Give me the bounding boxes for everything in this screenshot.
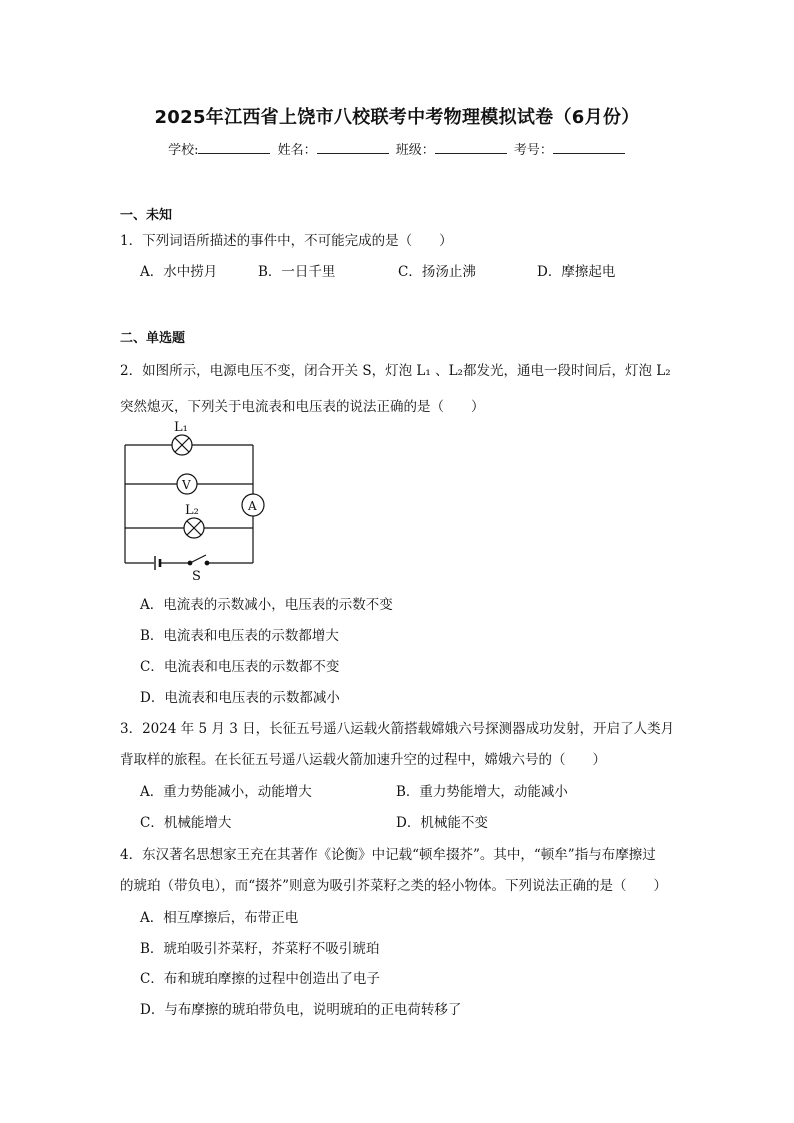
question-3-option-b: B．重力势能增大，动能减小 — [396, 784, 568, 800]
question-2-stem-line-2: 突然熄灭，下列关于电流表和电压表的说法正确的是（ ） — [120, 399, 485, 415]
question-1-option-c: C．扬汤止沸 — [398, 264, 476, 280]
section-heading-unknown: 一、未知 — [120, 208, 173, 223]
battery-icon — [155, 556, 160, 570]
lamp1-label: L₁ — [174, 420, 188, 435]
student-info-row — [0, 139, 794, 158]
question-3-stem-line-2: 背取样的旅程。在长征五号遥八运载火箭加速升空的过程中，嫦娥六号的（ ） — [120, 752, 606, 768]
section-heading-single-choice: 二、单选题 — [120, 331, 186, 346]
question-2-option-d: D．电流表和电压表的示数都减小 — [140, 690, 340, 706]
school-blank — [198, 141, 270, 154]
question-4-stem-line-2: 的琥珀（带负电），而“掇芥”则意为吸引芥菜籽之类的轻小物体。下列说法正确的是（ ） — [120, 878, 668, 894]
lamp-l1-icon — [172, 435, 192, 455]
question-3-option-a: A．重力势能减小，动能增大 — [140, 784, 312, 800]
question-2-option-a: A．电流表的示数减小，电压表的示数不变 — [140, 597, 393, 613]
question-1-option-b: B．一日千里 — [258, 264, 336, 280]
switch-icon — [188, 555, 209, 565]
question-4-option-d: D．与布摩擦的琥珀带负电，说明琥珀的正电荷转移了 — [140, 1002, 462, 1018]
voltmeter-label: V — [182, 478, 191, 492]
question-1-option-d: D．摩擦起电 — [537, 264, 616, 280]
question-2-stem-line-1: 2．如图所示，电源电压不变，闭合开关 S，灯泡 L₁ 、L₂都发光，通电一段时间后，灯泡 L₂ — [120, 363, 671, 379]
question-4-option-b: B．琥珀吸引芥菜籽，芥菜籽不吸引琥珀 — [140, 941, 380, 957]
school-label: 学校: — [168, 143, 199, 158]
switch-label: S — [192, 569, 201, 583]
question-4-option-c: C．布和琥珀摩擦的过程中创造出了电子 — [140, 971, 380, 987]
page-title: 2025年江西省上饶市八校联考中考物理模拟试卷（6月份） — [154, 107, 640, 128]
name-blank — [317, 141, 389, 154]
question-3-option-c: C．机械能增大 — [140, 815, 232, 831]
exam-number-blank — [553, 141, 625, 154]
circuit-diagram — [118, 418, 278, 583]
question-2-option-b: B．电流表和电压表的示数都增大 — [140, 628, 339, 644]
question-3-stem-line-1: 3．2024 年 5 月 3 日，长征五号遥八运载火箭搭载嫦娥六号探测器成功发射，开启了人类月 — [120, 721, 675, 737]
ammeter-label: A — [248, 499, 257, 513]
class-label: 班级： — [395, 143, 435, 158]
lamp-l2-icon — [184, 518, 204, 538]
question-3-option-d: D．机械能不变 — [396, 815, 488, 831]
question-1-option-a: A．水中捞月 — [140, 264, 218, 280]
question-4-option-a: A．相互摩擦后，布带正电 — [140, 910, 299, 926]
class-blank — [435, 141, 507, 154]
lamp2-label: L₂ — [185, 503, 199, 518]
question-4-stem-line-1: 4．东汉著名思想家王充在其著作《论衡》中记载“顿牟掇芥”。其中，“顿牟”指与布摩擦过 — [120, 847, 656, 863]
name-label: 姓名： — [277, 143, 317, 158]
question-1-stem: 1．下列词语所描述的事件中，不可能完成的是（ ） — [120, 233, 453, 249]
question-2-option-c: C．电流表和电压表的示数都不变 — [140, 659, 340, 675]
exam-number-label: 考号： — [513, 143, 553, 158]
